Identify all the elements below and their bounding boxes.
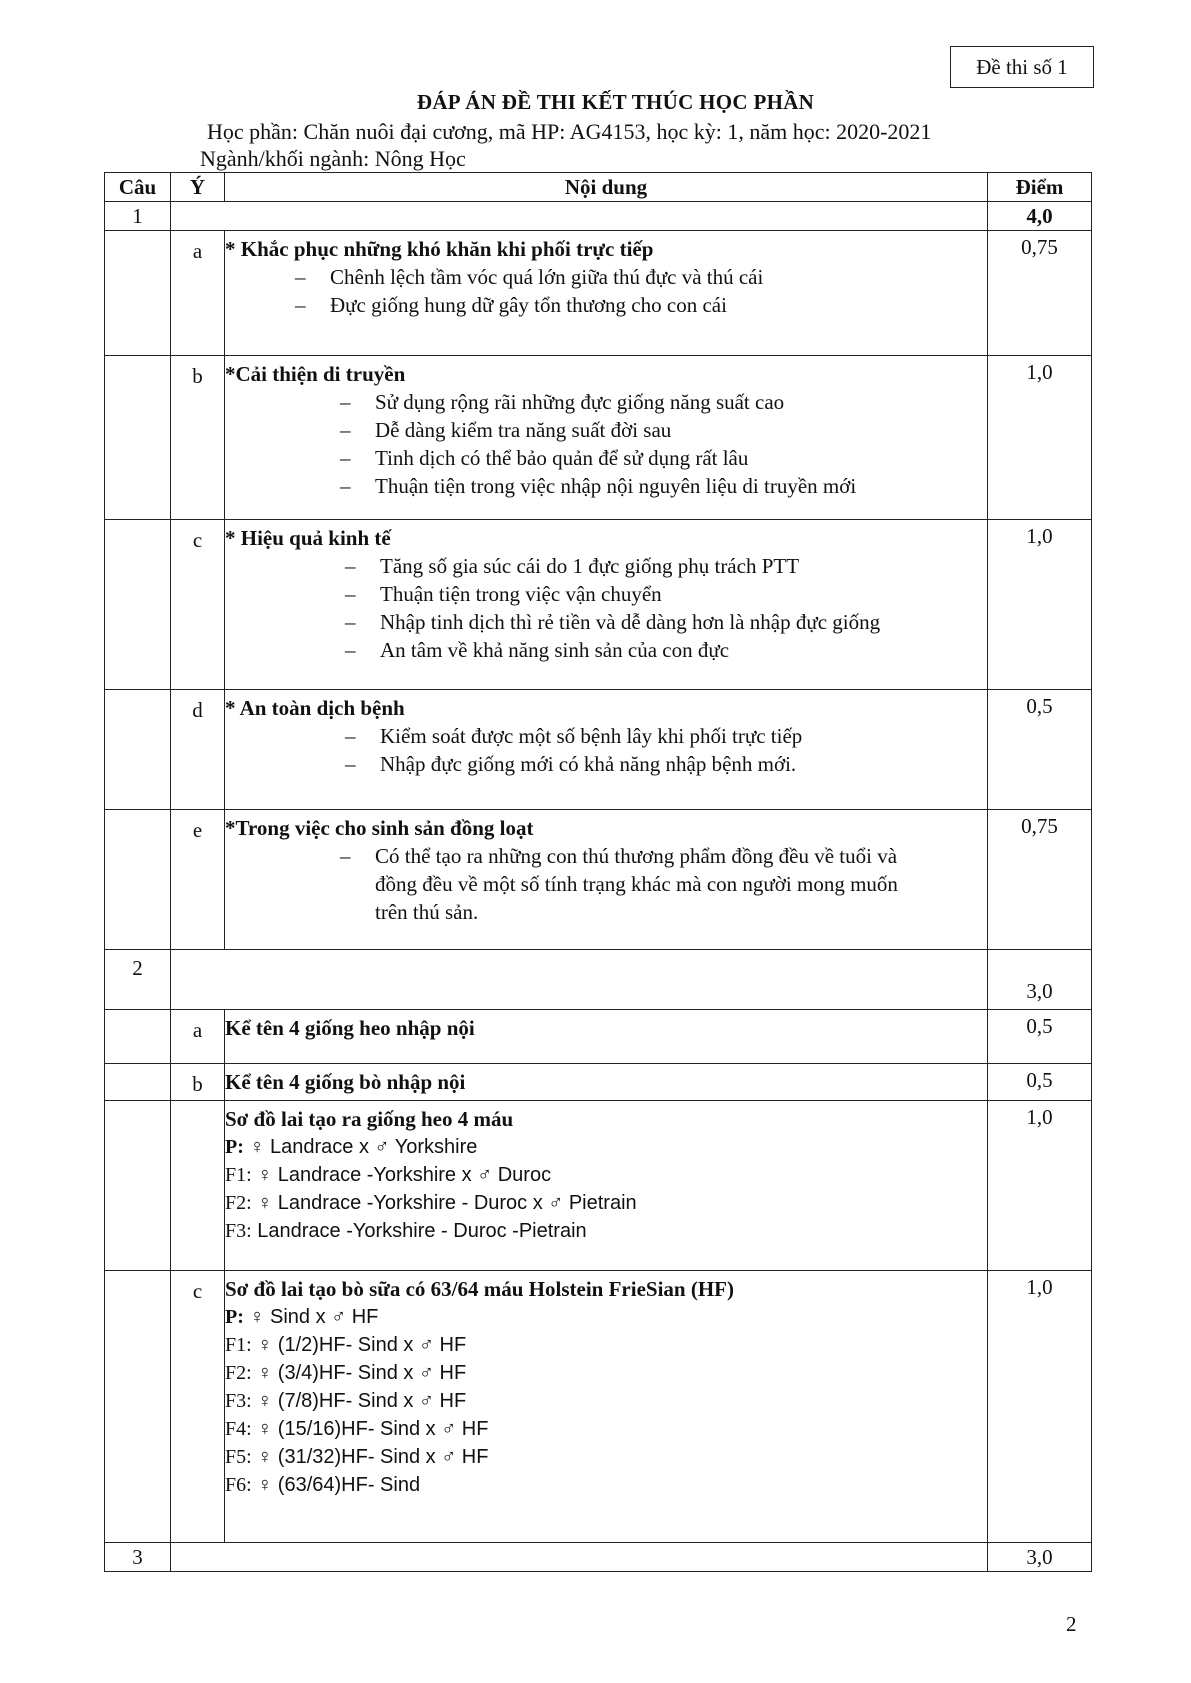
- question-total-score: 3,0: [988, 1543, 1092, 1572]
- subject-line: Học phần: Chăn nuôi đại cương, mã HP: AG4153, học kỳ: 1, năm học: 2020-2021: [207, 119, 932, 144]
- document-heading: ĐÁP ÁN ĐỀ THI KẾT THÚC HỌC PHẦN: [416, 90, 815, 114]
- diagram-line: F1: ♀ Landrace -Yorkshire x ♂ Duroc: [225, 1164, 552, 1186]
- item-content: [225, 810, 988, 950]
- item-label: a: [171, 1010, 225, 1064]
- table-row: [105, 1101, 1092, 1271]
- header-noi-dung: Nội dung: [225, 173, 988, 202]
- page-number: 2: [1066, 1612, 1077, 1636]
- item-title: *Cải thiện di truyền: [225, 362, 406, 386]
- diagram-line: F1: ♀ (1/2)HF- Sind x ♂ HF: [225, 1334, 467, 1356]
- diagram-line: F4: ♀ (15/16)HF- Sind x ♂ HF: [225, 1418, 489, 1440]
- list-item: – Kiểm soát được một số bệnh lây khi phối trực tiếp: [380, 722, 981, 750]
- diagram-line: P: ♀ Landrace x ♂ Yorkshire: [225, 1136, 478, 1158]
- item-label: a: [171, 231, 225, 356]
- list-item: – Dễ dàng kiểm tra năng suất đời sau: [375, 416, 981, 444]
- table-row: [105, 1064, 1092, 1101]
- table-header-row: [105, 173, 1092, 202]
- list-item: – Nhập tinh dịch thì rẻ tiền và dễ dàng hơn là nhập đực giống: [380, 608, 981, 636]
- answer-table: [104, 172, 1092, 1572]
- header-cau: Câu: [105, 173, 171, 202]
- list-item: – Có thể tạo ra những con thú thương phẩm đồng đều về tuổi và đồng đều về một số tính trạng khác mà con người mong muốn trên thú sản.: [375, 842, 935, 926]
- item-score: 1,0: [988, 520, 1092, 690]
- item-title: Kể tên 4 giống heo nhập nội: [225, 1016, 475, 1040]
- table-row: [105, 356, 1092, 520]
- item-title: * Hiệu quả kinh tế: [225, 526, 391, 550]
- diagram-line: F3: ♀ (7/8)HF- Sind x ♂ HF: [225, 1390, 467, 1412]
- item-content: [225, 520, 988, 690]
- item-title: * Khắc phục những khó khăn khi phối trực tiếp: [225, 237, 654, 261]
- list-item: – Đực giống hung dữ gây tổn thương cho con cái: [330, 291, 981, 319]
- item-score: 1,0: [988, 1271, 1092, 1543]
- item-title: * An toàn dịch bệnh: [225, 696, 405, 720]
- diagram-line: F5: ♀ (31/32)HF- Sind x ♂ HF: [225, 1446, 489, 1468]
- bullet-list: [330, 263, 981, 319]
- item-score: 1,0: [988, 1101, 1092, 1271]
- item-label: b: [171, 356, 225, 520]
- list-item: – Chênh lệch tầm vóc quá lớn giữa thú đực và thú cái: [330, 263, 981, 291]
- table-row: [105, 690, 1092, 810]
- question-number: 1: [105, 202, 171, 231]
- diagram-title: Sơ đồ lai tạo ra giống heo 4 máu: [225, 1107, 514, 1131]
- item-content: [225, 1010, 988, 1064]
- diagram-title: Sơ đồ lai tạo bò sữa có 63/64 máu Holstein FrieSian (HF): [225, 1277, 734, 1301]
- item-label: e: [171, 810, 225, 950]
- item-label: c: [171, 1271, 225, 1543]
- list-item: – An tâm về khả năng sinh sản của con đực: [380, 636, 981, 664]
- question-3-row: [105, 1543, 1092, 1572]
- table-row: [105, 231, 1092, 356]
- bullet-list: [375, 842, 935, 926]
- pig-diagram: [225, 1101, 988, 1271]
- item-score: 0,5: [988, 1064, 1092, 1101]
- list-item: – Nhập đực giống mới có khả năng nhập bệnh mới.: [380, 750, 981, 778]
- list-item: – Sử dụng rộng rãi những đực giống năng suất cao: [375, 388, 981, 416]
- question-number: 2: [105, 950, 171, 1010]
- list-item: – Tăng số gia súc cái do 1 đực giống phụ trách PTT: [380, 552, 981, 580]
- item-score: 0,75: [988, 810, 1092, 950]
- item-title: *Trong việc cho sinh sản đồng loạt: [225, 816, 534, 840]
- table-row: [105, 1271, 1092, 1543]
- item-content: [225, 1064, 988, 1101]
- diagram-line: F6: ♀ (63/64)HF- Sind: [225, 1474, 421, 1496]
- diagram-line: F3: Landrace -Yorkshire - Duroc -Pietrain: [225, 1220, 587, 1242]
- diagram-line: P: ♀ Sind x ♂ HF: [225, 1306, 379, 1328]
- question-total-score: 4,0: [988, 202, 1092, 231]
- table-row: [105, 810, 1092, 950]
- item-content: [225, 356, 988, 520]
- item-score: 0,5: [988, 690, 1092, 810]
- question-number: 3: [105, 1543, 171, 1572]
- question-total-score: 3,0: [988, 950, 1092, 1010]
- major-line: Ngành/khối ngành: Nông Học: [200, 146, 466, 171]
- item-title: Kể tên 4 giống bò nhập nội: [225, 1070, 466, 1094]
- header-y: Ý: [171, 173, 225, 202]
- item-score: 1,0: [988, 356, 1092, 520]
- item-label: d: [171, 690, 225, 810]
- question-2-row: [105, 950, 1092, 1010]
- bullet-list: [380, 722, 981, 778]
- item-label: b: [171, 1064, 225, 1101]
- exam-number-box: Đề thi số 1: [950, 46, 1094, 88]
- list-item: – Thuận tiện trong việc vận chuyển: [380, 580, 981, 608]
- bullet-list: [375, 388, 981, 500]
- table-row: [105, 1010, 1092, 1064]
- list-item: – Thuận tiện trong việc nhập nội nguyên liệu di truyền mới: [375, 472, 981, 500]
- item-content: [225, 690, 988, 810]
- cattle-diagram: [225, 1271, 988, 1543]
- list-item: – Tinh dịch có thể bảo quản để sử dụng rất lâu: [375, 444, 981, 472]
- diagram-line: F2: ♀ (3/4)HF- Sind x ♂ HF: [225, 1362, 467, 1384]
- question-1-row: [105, 202, 1092, 231]
- table-row: [105, 520, 1092, 690]
- item-label: c: [171, 520, 225, 690]
- item-score: 0,75: [988, 231, 1092, 356]
- diagram-line: F2: ♀ Landrace -Yorkshire - Duroc x ♂ Pietrain: [225, 1192, 637, 1214]
- bullet-list: [380, 552, 981, 664]
- header-diem: Điểm: [988, 173, 1092, 202]
- item-content: [225, 231, 988, 356]
- item-score: 0,5: [988, 1010, 1092, 1064]
